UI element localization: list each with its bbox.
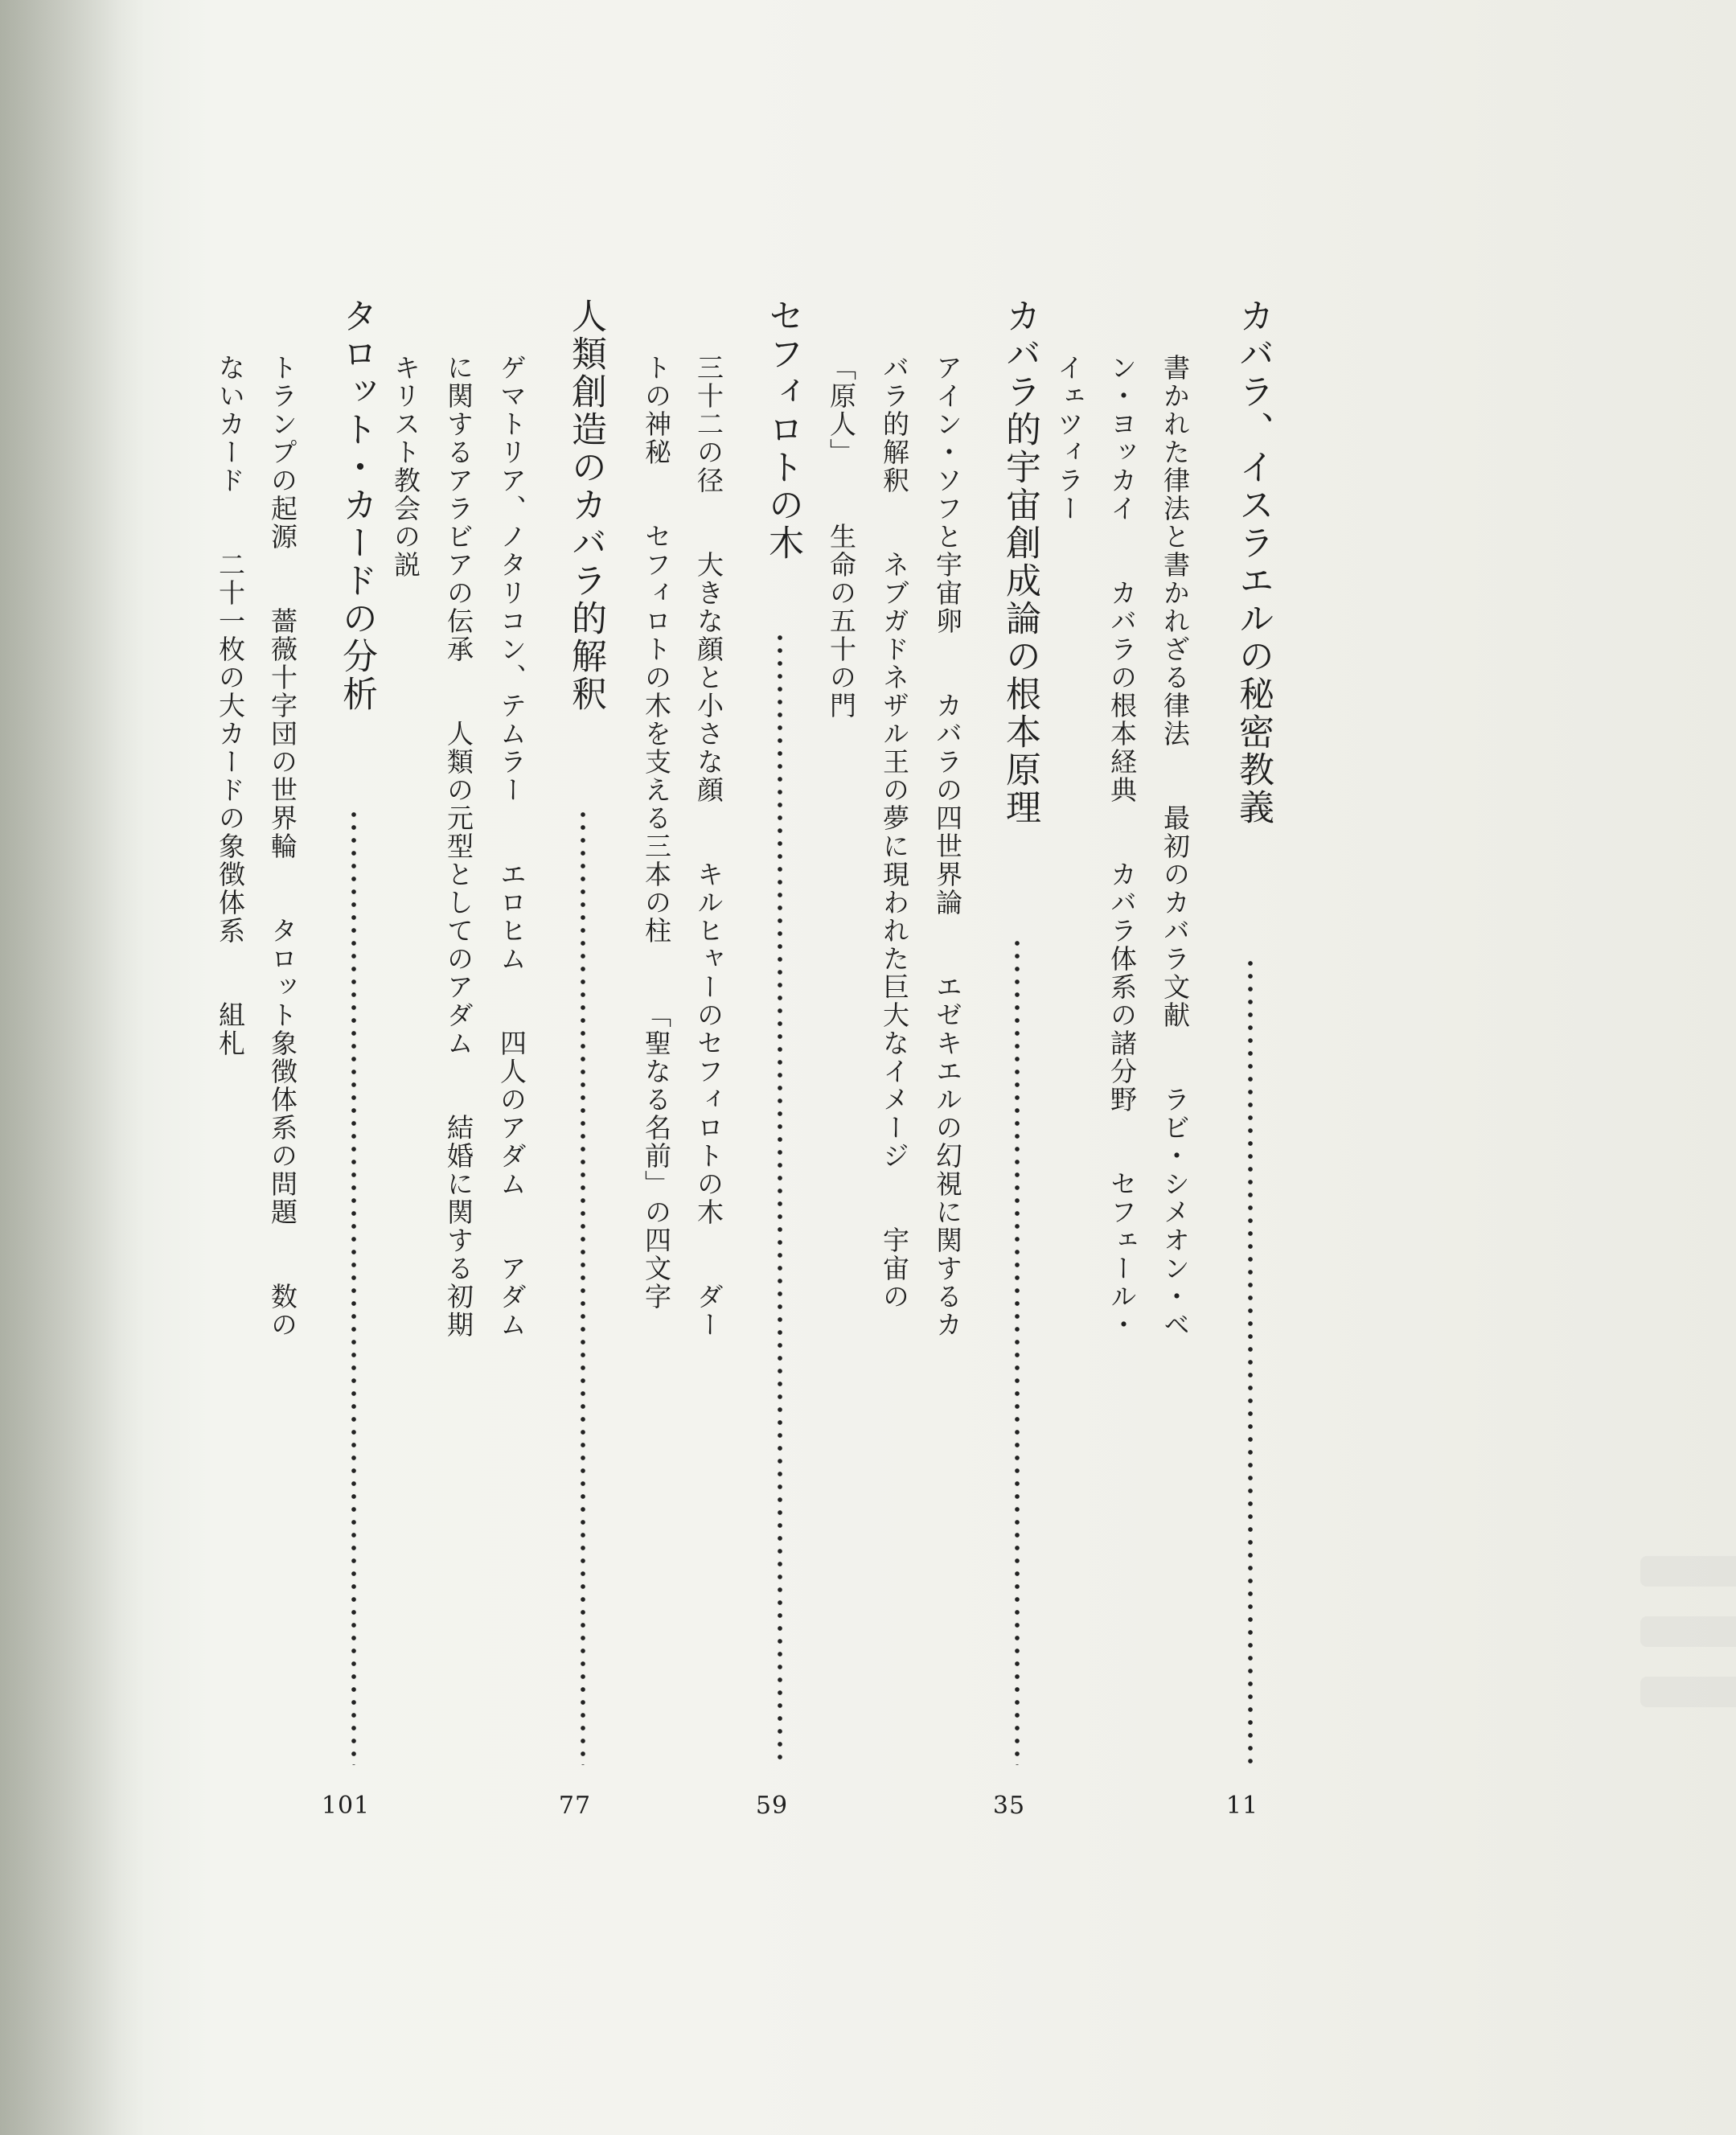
subtopic-entry: ラビ・シメオン・ベ — [1159, 1086, 1191, 1339]
subtopic-entry: イェツィラー — [1053, 354, 1085, 523]
subtopic-entry: 宇宙の — [879, 1226, 910, 1311]
subtopic-entry: アダム — [496, 1254, 527, 1339]
subtopic-entry: ン・ヨッカイ — [1106, 354, 1138, 523]
subtopic-entry: 最初のカバラ文献 — [1159, 804, 1191, 1029]
subtopic-entry: 数の — [267, 1283, 298, 1339]
subtopic-line — [929, 354, 961, 1339]
subtopic-entry: カバラの四世界論 — [932, 692, 963, 917]
subtopic-line — [387, 354, 419, 579]
dot-leader — [351, 808, 356, 1765]
subtopic-line — [876, 354, 908, 1311]
subtopic-entry: バラ的解釈 — [879, 354, 910, 495]
chapter-title[interactable]: カバラ、イスラエルの秘密教義 — [1233, 298, 1274, 827]
subtopic-entry: 生命の五十の門 — [826, 523, 857, 720]
subtopic-entry: 組札 — [215, 1001, 246, 1057]
subtopic-entry: 「原人」 — [826, 354, 857, 466]
subtopic-entry: ないカード — [215, 354, 246, 495]
page-number[interactable]: 11 — [1225, 1792, 1259, 1820]
dot-leader — [1015, 937, 1020, 1765]
chapter-title[interactable]: セフィロトの木 — [762, 298, 803, 562]
subtopic-entry: トランプの起源 — [267, 354, 298, 551]
page-number[interactable]: 59 — [755, 1792, 789, 1820]
subtopic-line — [440, 354, 472, 1339]
subtopic-entry: キリスト教会の説 — [390, 354, 421, 579]
subtopic-line — [690, 354, 722, 1339]
subtopic-entry: セフェール・ — [1106, 1170, 1138, 1339]
page-number[interactable]: 35 — [992, 1792, 1026, 1820]
page-number[interactable]: 101 — [321, 1792, 371, 1820]
subtopic-entry: 二十一枚の大カードの象徴体系 — [215, 551, 246, 945]
subtopic-entry: トの神秘 — [641, 354, 672, 466]
subtopic-entry: 三十二の径 — [693, 354, 724, 495]
subtopic-entry: 大きな顔と小さな顔 — [693, 551, 724, 804]
subtopic-entry: 四人のアダム — [496, 1029, 527, 1198]
subtopic-entry: ゲマトリア、ノタリコン、テムラー — [496, 354, 527, 804]
subtopic-entry: アイン・ソフと宇宙卵 — [932, 354, 963, 635]
subtopic-line — [493, 354, 525, 1339]
subtopic-entry: セフィロトの木を支える三本の柱 — [641, 523, 672, 945]
subtopic-entry: 人類の元型としてのアダム — [443, 720, 474, 1057]
subtopic-entry: ダー — [693, 1283, 724, 1339]
subtopic-entry: エゼキエルの幻視に関するカ — [932, 973, 963, 1339]
subtopic-line — [211, 354, 244, 1057]
subtopic-entry: 結婚に関する初期 — [443, 1114, 474, 1339]
chapter-title[interactable]: カバラ的宇宙創成論の根本原理 — [999, 298, 1040, 827]
subtopic-entry: カバラ体系の諸分野 — [1106, 860, 1138, 1114]
subtopic-entry: ネブガドネザル王の夢に現われた巨大なイメージ — [879, 551, 910, 1170]
subtopic-entry: 薔薇十字団の世界輪 — [267, 607, 298, 860]
subtopic-line — [1050, 354, 1085, 523]
dot-leader — [1248, 957, 1253, 1765]
chapter-title[interactable]: タロット・カードの分析 — [336, 298, 377, 713]
subtopic-entry: エロヒム — [496, 860, 527, 973]
dot-leader — [581, 808, 585, 1765]
subtopic-line — [1103, 354, 1138, 1339]
dot-leader — [778, 631, 782, 1765]
chapter-title[interactable]: 人類創造のカバラ的解釈 — [565, 298, 606, 713]
subtopic-line — [823, 354, 855, 720]
subtopic-entry: 「聖なる名前」の四文字 — [641, 1001, 672, 1311]
page-number[interactable]: 77 — [558, 1792, 592, 1820]
subtopic-line — [264, 354, 296, 1339]
subtopic-entry: カバラの根本経典 — [1106, 579, 1138, 804]
subtopic-line — [638, 354, 670, 1311]
subtopic-entry: タロット象徴体系の問題 — [267, 917, 298, 1226]
subtopic-entry: に関するアラビアの伝承 — [443, 354, 474, 663]
subtopic-entry: キルヒャーのセフィロトの木 — [693, 860, 724, 1226]
subtopic-line — [1156, 354, 1191, 1339]
subtopic-entry: 書かれた律法と書かれざる律法 — [1159, 354, 1191, 748]
